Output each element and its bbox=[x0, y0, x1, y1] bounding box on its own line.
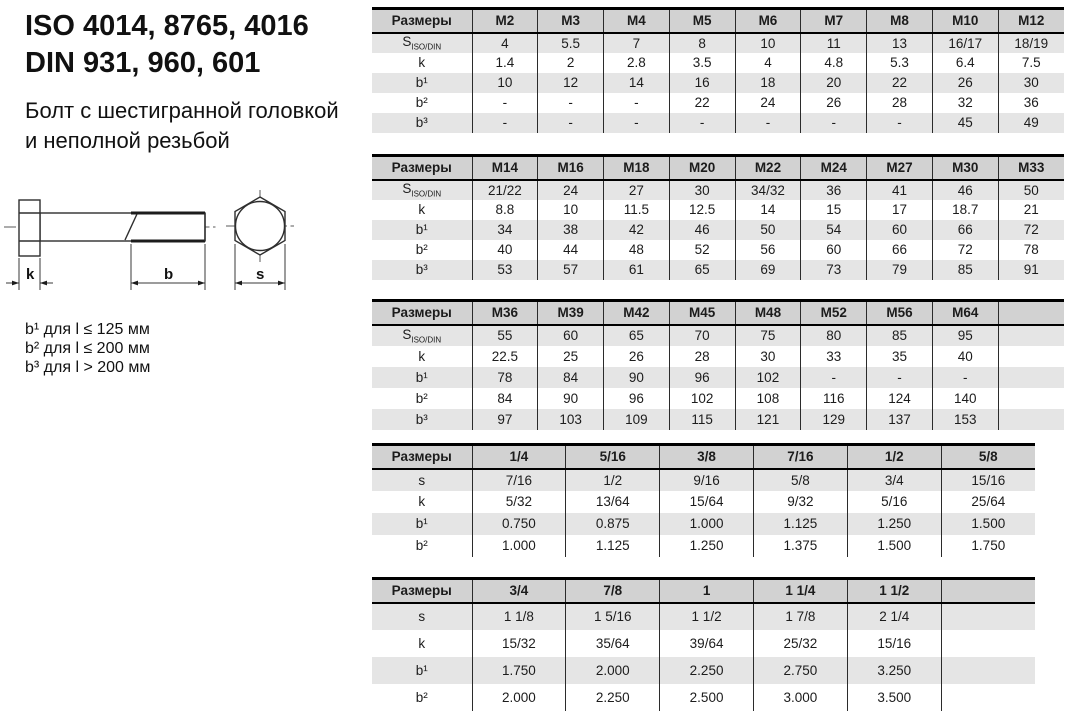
value-cell bbox=[998, 409, 1064, 430]
value-cell: 7/16 bbox=[472, 469, 566, 491]
value-cell: 34/32 bbox=[735, 180, 801, 200]
value-cell: 73 bbox=[801, 260, 867, 280]
value-cell: 55 bbox=[472, 325, 538, 346]
value-cell: 60 bbox=[801, 240, 867, 260]
page-title-iso: ISO 4014, 8765, 4016 bbox=[25, 10, 309, 42]
value-cell: 7.5 bbox=[998, 53, 1064, 73]
value-cell: 4.8 bbox=[801, 53, 867, 73]
note-b3: b³ для l > 200 мм bbox=[25, 359, 151, 376]
row-label: k bbox=[418, 202, 426, 217]
value-cell: 75 bbox=[735, 325, 801, 346]
bolt-drawing bbox=[4, 186, 334, 314]
value-cell: - bbox=[801, 113, 867, 133]
row-label: b³ bbox=[415, 262, 428, 277]
value-cell: 25/64 bbox=[941, 491, 1035, 513]
value-cell: 22 bbox=[867, 73, 933, 93]
value-cell: 84 bbox=[472, 388, 538, 409]
column-header: M27 bbox=[867, 156, 933, 180]
value-cell: 46 bbox=[932, 180, 998, 200]
value-cell: 2.500 bbox=[660, 684, 754, 711]
row-label: b² bbox=[415, 95, 428, 110]
value-cell: 85 bbox=[867, 325, 933, 346]
value-cell: 9/16 bbox=[660, 469, 754, 491]
value-cell: 5/32 bbox=[472, 491, 566, 513]
value-cell: 116 bbox=[801, 388, 867, 409]
column-header: 7/8 bbox=[566, 579, 660, 603]
row-label: s bbox=[418, 472, 426, 488]
column-header: 3/4 bbox=[472, 579, 566, 603]
value-cell: 1.750 bbox=[472, 657, 566, 684]
arrowhead-icon bbox=[12, 281, 19, 286]
value-cell bbox=[998, 325, 1064, 346]
value-cell: 26 bbox=[604, 346, 670, 367]
value-cell: 40 bbox=[932, 346, 998, 367]
value-cell: 13/64 bbox=[566, 491, 660, 513]
column-header: 1 bbox=[660, 579, 754, 603]
column-header: 1 1/4 bbox=[753, 579, 847, 603]
row-label-main: S bbox=[402, 34, 412, 50]
column-header: 5/16 bbox=[566, 445, 660, 469]
value-cell: 16/17 bbox=[932, 33, 998, 53]
value-cell: 14 bbox=[735, 200, 801, 220]
value-cell: 79 bbox=[867, 260, 933, 280]
column-header: M4 bbox=[604, 9, 670, 33]
value-cell: 70 bbox=[669, 325, 735, 346]
column-header: M8 bbox=[867, 9, 933, 33]
value-cell: 1.000 bbox=[472, 535, 566, 557]
value-cell bbox=[998, 367, 1064, 388]
table-metric-m14-m33 bbox=[372, 154, 1064, 280]
column-header: M48 bbox=[735, 301, 801, 325]
value-cell: 97 bbox=[472, 409, 538, 430]
value-cell: - bbox=[538, 113, 604, 133]
value-cell: 4 bbox=[472, 33, 538, 53]
value-cell: 50 bbox=[998, 180, 1064, 200]
value-cell: 11.5 bbox=[604, 200, 670, 220]
value-cell: 57 bbox=[538, 260, 604, 280]
column-header: M18 bbox=[604, 156, 670, 180]
value-cell: 8.8 bbox=[472, 200, 538, 220]
value-cell bbox=[941, 657, 1035, 684]
value-cell: 24 bbox=[538, 180, 604, 200]
value-cell: 69 bbox=[735, 260, 801, 280]
value-cell: 61 bbox=[604, 260, 670, 280]
value-cell: 39/64 bbox=[660, 630, 754, 657]
value-cell: 121 bbox=[735, 409, 801, 430]
arrowhead-icon bbox=[278, 281, 285, 286]
value-cell: 38 bbox=[538, 220, 604, 240]
value-cell: - bbox=[932, 367, 998, 388]
value-cell: 2.250 bbox=[660, 657, 754, 684]
column-header: M56 bbox=[867, 301, 933, 325]
value-cell: 0.875 bbox=[566, 513, 660, 535]
column-header bbox=[998, 301, 1064, 325]
bolt-head bbox=[19, 200, 40, 256]
value-cell: 42 bbox=[604, 220, 670, 240]
value-cell: 1.000 bbox=[660, 513, 754, 535]
value-cell: 1 1/2 bbox=[660, 603, 754, 630]
value-cell: 24 bbox=[735, 93, 801, 113]
value-cell: 1.375 bbox=[753, 535, 847, 557]
column-header: M3 bbox=[538, 9, 604, 33]
value-cell: 1 7/8 bbox=[753, 603, 847, 630]
column-header: M7 bbox=[801, 9, 867, 33]
thread-length-notes bbox=[25, 320, 150, 377]
table-corner-header: Размеры bbox=[372, 156, 472, 180]
value-cell: 32 bbox=[932, 93, 998, 113]
value-cell: 95 bbox=[932, 325, 998, 346]
value-cell: 46 bbox=[669, 220, 735, 240]
column-header: M14 bbox=[472, 156, 538, 180]
value-cell: 33 bbox=[801, 346, 867, 367]
table-metric-m2-m12 bbox=[372, 7, 1064, 133]
value-cell: 45 bbox=[932, 113, 998, 133]
value-cell: - bbox=[472, 113, 538, 133]
row-label-sub: ISO/DIN bbox=[411, 42, 442, 52]
value-cell: 56 bbox=[735, 240, 801, 260]
table-corner-header: Размеры bbox=[372, 445, 472, 469]
value-cell: 2.000 bbox=[566, 657, 660, 684]
row-label: b² bbox=[415, 390, 428, 406]
value-cell: 15/16 bbox=[847, 630, 941, 657]
value-cell: 60 bbox=[867, 220, 933, 240]
value-cell: 22.5 bbox=[472, 346, 538, 367]
value-cell: 1 1/8 bbox=[472, 603, 566, 630]
column-header: M45 bbox=[669, 301, 735, 325]
value-cell: 2.8 bbox=[604, 53, 670, 73]
value-cell: 28 bbox=[669, 346, 735, 367]
value-cell: 3.000 bbox=[753, 684, 847, 711]
value-cell: 10 bbox=[472, 73, 538, 93]
value-cell: 129 bbox=[801, 409, 867, 430]
column-header: 1/2 bbox=[847, 445, 941, 469]
value-cell: 14 bbox=[604, 73, 670, 93]
value-cell: 60 bbox=[538, 325, 604, 346]
arrowhead-icon bbox=[198, 281, 205, 286]
value-cell: 36 bbox=[998, 93, 1064, 113]
value-cell: 30 bbox=[735, 346, 801, 367]
value-cell: 65 bbox=[604, 325, 670, 346]
value-cell: 34 bbox=[472, 220, 538, 240]
column-header: 1/4 bbox=[472, 445, 566, 469]
column-header: M10 bbox=[932, 9, 998, 33]
dim-label-b: b bbox=[164, 266, 174, 283]
value-cell: 12.5 bbox=[669, 200, 735, 220]
value-cell: 91 bbox=[998, 260, 1064, 280]
row-label: k bbox=[418, 348, 426, 364]
value-cell: 115 bbox=[669, 409, 735, 430]
column-header: M16 bbox=[538, 156, 604, 180]
value-cell: 1.4 bbox=[472, 53, 538, 73]
value-cell: 35/64 bbox=[566, 630, 660, 657]
value-cell: 30 bbox=[669, 180, 735, 200]
value-cell: 108 bbox=[735, 388, 801, 409]
value-cell: 72 bbox=[998, 220, 1064, 240]
value-cell: 54 bbox=[801, 220, 867, 240]
value-cell: 5/16 bbox=[847, 491, 941, 513]
table-corner-header: Размеры bbox=[372, 301, 472, 325]
value-cell: 10 bbox=[538, 200, 604, 220]
value-cell: 78 bbox=[472, 367, 538, 388]
value-cell: 27 bbox=[604, 180, 670, 200]
value-cell: - bbox=[669, 113, 735, 133]
row-label: b² bbox=[415, 538, 428, 553]
column-header: M42 bbox=[604, 301, 670, 325]
row-label: k bbox=[418, 55, 426, 70]
row-label: k bbox=[418, 494, 426, 509]
value-cell: 28 bbox=[867, 93, 933, 113]
column-header: M36 bbox=[472, 301, 538, 325]
value-cell: 1.250 bbox=[660, 535, 754, 557]
row-label-main: S bbox=[402, 181, 412, 197]
value-cell: 66 bbox=[932, 220, 998, 240]
value-cell: 140 bbox=[932, 388, 998, 409]
value-cell: 80 bbox=[801, 325, 867, 346]
column-header: 7/16 bbox=[753, 445, 847, 469]
value-cell: 35 bbox=[867, 346, 933, 367]
value-cell: 15 bbox=[801, 200, 867, 220]
value-cell: 13 bbox=[867, 33, 933, 53]
value-cell: 10 bbox=[735, 33, 801, 53]
value-cell: 85 bbox=[932, 260, 998, 280]
column-header: M12 bbox=[998, 9, 1064, 33]
row-label: b³ bbox=[415, 115, 428, 130]
value-cell: 3/4 bbox=[847, 469, 941, 491]
value-cell: 153 bbox=[932, 409, 998, 430]
value-cell: - bbox=[604, 113, 670, 133]
column-header: M2 bbox=[472, 9, 538, 33]
value-cell: 90 bbox=[538, 388, 604, 409]
value-cell: 78 bbox=[998, 240, 1064, 260]
arrowhead-icon bbox=[40, 281, 47, 286]
value-cell bbox=[998, 346, 1064, 367]
value-cell: 26 bbox=[801, 93, 867, 113]
value-cell: 15/32 bbox=[472, 630, 566, 657]
column-header: M33 bbox=[998, 156, 1064, 180]
row-label: b¹ bbox=[415, 75, 428, 90]
value-cell: 5.5 bbox=[538, 33, 604, 53]
value-cell: 90 bbox=[604, 367, 670, 388]
value-cell: 2.250 bbox=[566, 684, 660, 711]
value-cell: 1/2 bbox=[566, 469, 660, 491]
value-cell: 8 bbox=[669, 33, 735, 53]
value-cell: 1.750 bbox=[941, 535, 1035, 557]
value-cell: 72 bbox=[932, 240, 998, 260]
value-cell: 3.5 bbox=[669, 53, 735, 73]
row-label: b¹ bbox=[415, 369, 428, 385]
row-label: b¹ bbox=[415, 662, 428, 678]
value-cell: 44 bbox=[538, 240, 604, 260]
value-cell: 96 bbox=[669, 367, 735, 388]
column-header: M5 bbox=[669, 9, 735, 33]
value-cell: 49 bbox=[998, 113, 1064, 133]
value-cell: 1.250 bbox=[847, 513, 941, 535]
value-cell: 3.500 bbox=[847, 684, 941, 711]
value-cell: - bbox=[604, 93, 670, 113]
value-cell: 109 bbox=[604, 409, 670, 430]
value-cell: 26 bbox=[932, 73, 998, 93]
value-cell: - bbox=[538, 93, 604, 113]
value-cell: 21/22 bbox=[472, 180, 538, 200]
value-cell: 1.125 bbox=[753, 513, 847, 535]
arrowhead-icon bbox=[235, 281, 242, 286]
column-header: M20 bbox=[669, 156, 735, 180]
value-cell: 66 bbox=[867, 240, 933, 260]
hex-head-outline bbox=[235, 197, 285, 255]
row-label: b¹ bbox=[415, 516, 428, 531]
column-header: M30 bbox=[932, 156, 998, 180]
note-b2: b² для l ≤ 200 мм bbox=[25, 340, 150, 357]
value-cell: 41 bbox=[867, 180, 933, 200]
row-label-sub: ISO/DIN bbox=[411, 189, 442, 199]
value-cell bbox=[941, 684, 1035, 711]
value-cell: 22 bbox=[669, 93, 735, 113]
value-cell: 2.750 bbox=[753, 657, 847, 684]
column-header: M39 bbox=[538, 301, 604, 325]
row-label bbox=[372, 325, 472, 346]
value-cell: 2 1/4 bbox=[847, 603, 941, 630]
row-label bbox=[372, 180, 472, 200]
value-cell: 30 bbox=[998, 73, 1064, 93]
column-header: M52 bbox=[801, 301, 867, 325]
value-cell: 4 bbox=[735, 53, 801, 73]
value-cell: 5/8 bbox=[753, 469, 847, 491]
value-cell: 65 bbox=[669, 260, 735, 280]
value-cell: - bbox=[867, 367, 933, 388]
row-label: b³ bbox=[415, 411, 428, 427]
value-cell: 1.125 bbox=[566, 535, 660, 557]
value-cell: - bbox=[801, 367, 867, 388]
value-cell: 137 bbox=[867, 409, 933, 430]
value-cell bbox=[941, 603, 1035, 630]
column-header: M22 bbox=[735, 156, 801, 180]
value-cell: 18/19 bbox=[998, 33, 1064, 53]
value-cell: 6.4 bbox=[932, 53, 998, 73]
value-cell: 1 5/16 bbox=[566, 603, 660, 630]
value-cell: 18.7 bbox=[932, 200, 998, 220]
table-corner-header: Размеры bbox=[372, 579, 472, 603]
value-cell: 102 bbox=[735, 367, 801, 388]
value-cell: 20 bbox=[801, 73, 867, 93]
value-cell: 0.750 bbox=[472, 513, 566, 535]
value-cell: 3.250 bbox=[847, 657, 941, 684]
row-label-sub: ISO/DIN bbox=[411, 335, 442, 345]
value-cell: 52 bbox=[669, 240, 735, 260]
value-cell: 40 bbox=[472, 240, 538, 260]
value-cell: 25 bbox=[538, 346, 604, 367]
row-label: k bbox=[418, 635, 426, 651]
value-cell: 2 bbox=[538, 53, 604, 73]
row-label: b² bbox=[415, 242, 428, 257]
subtitle-line-2: и неполной резьбой bbox=[25, 128, 230, 153]
bolt-shank bbox=[40, 213, 205, 241]
value-cell: 103 bbox=[538, 409, 604, 430]
row-label: b¹ bbox=[415, 222, 428, 237]
row-label: b² bbox=[415, 689, 428, 705]
value-cell: 102 bbox=[669, 388, 735, 409]
subtitle-block bbox=[25, 96, 339, 156]
value-cell: 21 bbox=[998, 200, 1064, 220]
title-block bbox=[25, 8, 309, 82]
value-cell: 17 bbox=[867, 200, 933, 220]
row-label-main: S bbox=[402, 326, 412, 342]
value-cell bbox=[998, 388, 1064, 409]
table-metric-m36-m64 bbox=[372, 299, 1064, 430]
column-header: 1 1/2 bbox=[847, 579, 941, 603]
value-cell: 12 bbox=[538, 73, 604, 93]
dim-label-k: k bbox=[26, 266, 35, 283]
value-cell: 124 bbox=[867, 388, 933, 409]
arrowhead-icon bbox=[131, 281, 138, 286]
value-cell: 15/64 bbox=[660, 491, 754, 513]
value-cell: - bbox=[735, 113, 801, 133]
value-cell: 18 bbox=[735, 73, 801, 93]
value-cell: 50 bbox=[735, 220, 801, 240]
value-cell: 48 bbox=[604, 240, 670, 260]
column-header: M6 bbox=[735, 9, 801, 33]
value-cell: 1.500 bbox=[847, 535, 941, 557]
table-inch-quarter-to-5-8 bbox=[372, 443, 1035, 557]
dim-label-s: s bbox=[256, 266, 265, 283]
value-cell: 84 bbox=[538, 367, 604, 388]
value-cell: 36 bbox=[801, 180, 867, 200]
value-cell: 53 bbox=[472, 260, 538, 280]
column-header: M24 bbox=[801, 156, 867, 180]
row-label bbox=[372, 33, 472, 53]
row-label: s bbox=[418, 609, 426, 624]
column-header: 3/8 bbox=[660, 445, 754, 469]
value-cell bbox=[941, 630, 1035, 657]
table-corner-header: Размеры bbox=[372, 9, 472, 33]
note-b1: b¹ для l ≤ 125 мм bbox=[25, 321, 150, 338]
table-inch-3-4-to-1-1-2 bbox=[372, 577, 1035, 711]
subtitle-line-1: Болт с шестигранной головкой bbox=[25, 98, 339, 123]
value-cell: 16 bbox=[669, 73, 735, 93]
value-cell: 7 bbox=[604, 33, 670, 53]
value-cell: 15/16 bbox=[941, 469, 1035, 491]
value-cell: 5.3 bbox=[867, 53, 933, 73]
value-cell: - bbox=[867, 113, 933, 133]
value-cell: 96 bbox=[604, 388, 670, 409]
value-cell: 11 bbox=[801, 33, 867, 53]
value-cell: 1.500 bbox=[941, 513, 1035, 535]
column-header: 5/8 bbox=[941, 445, 1035, 469]
value-cell: 2.000 bbox=[472, 684, 566, 711]
column-header bbox=[941, 579, 1035, 603]
page-title-din: DIN 931, 960, 601 bbox=[25, 47, 261, 79]
column-header: M64 bbox=[932, 301, 998, 325]
value-cell: 25/32 bbox=[753, 630, 847, 657]
value-cell: - bbox=[472, 93, 538, 113]
value-cell: 9/32 bbox=[753, 491, 847, 513]
